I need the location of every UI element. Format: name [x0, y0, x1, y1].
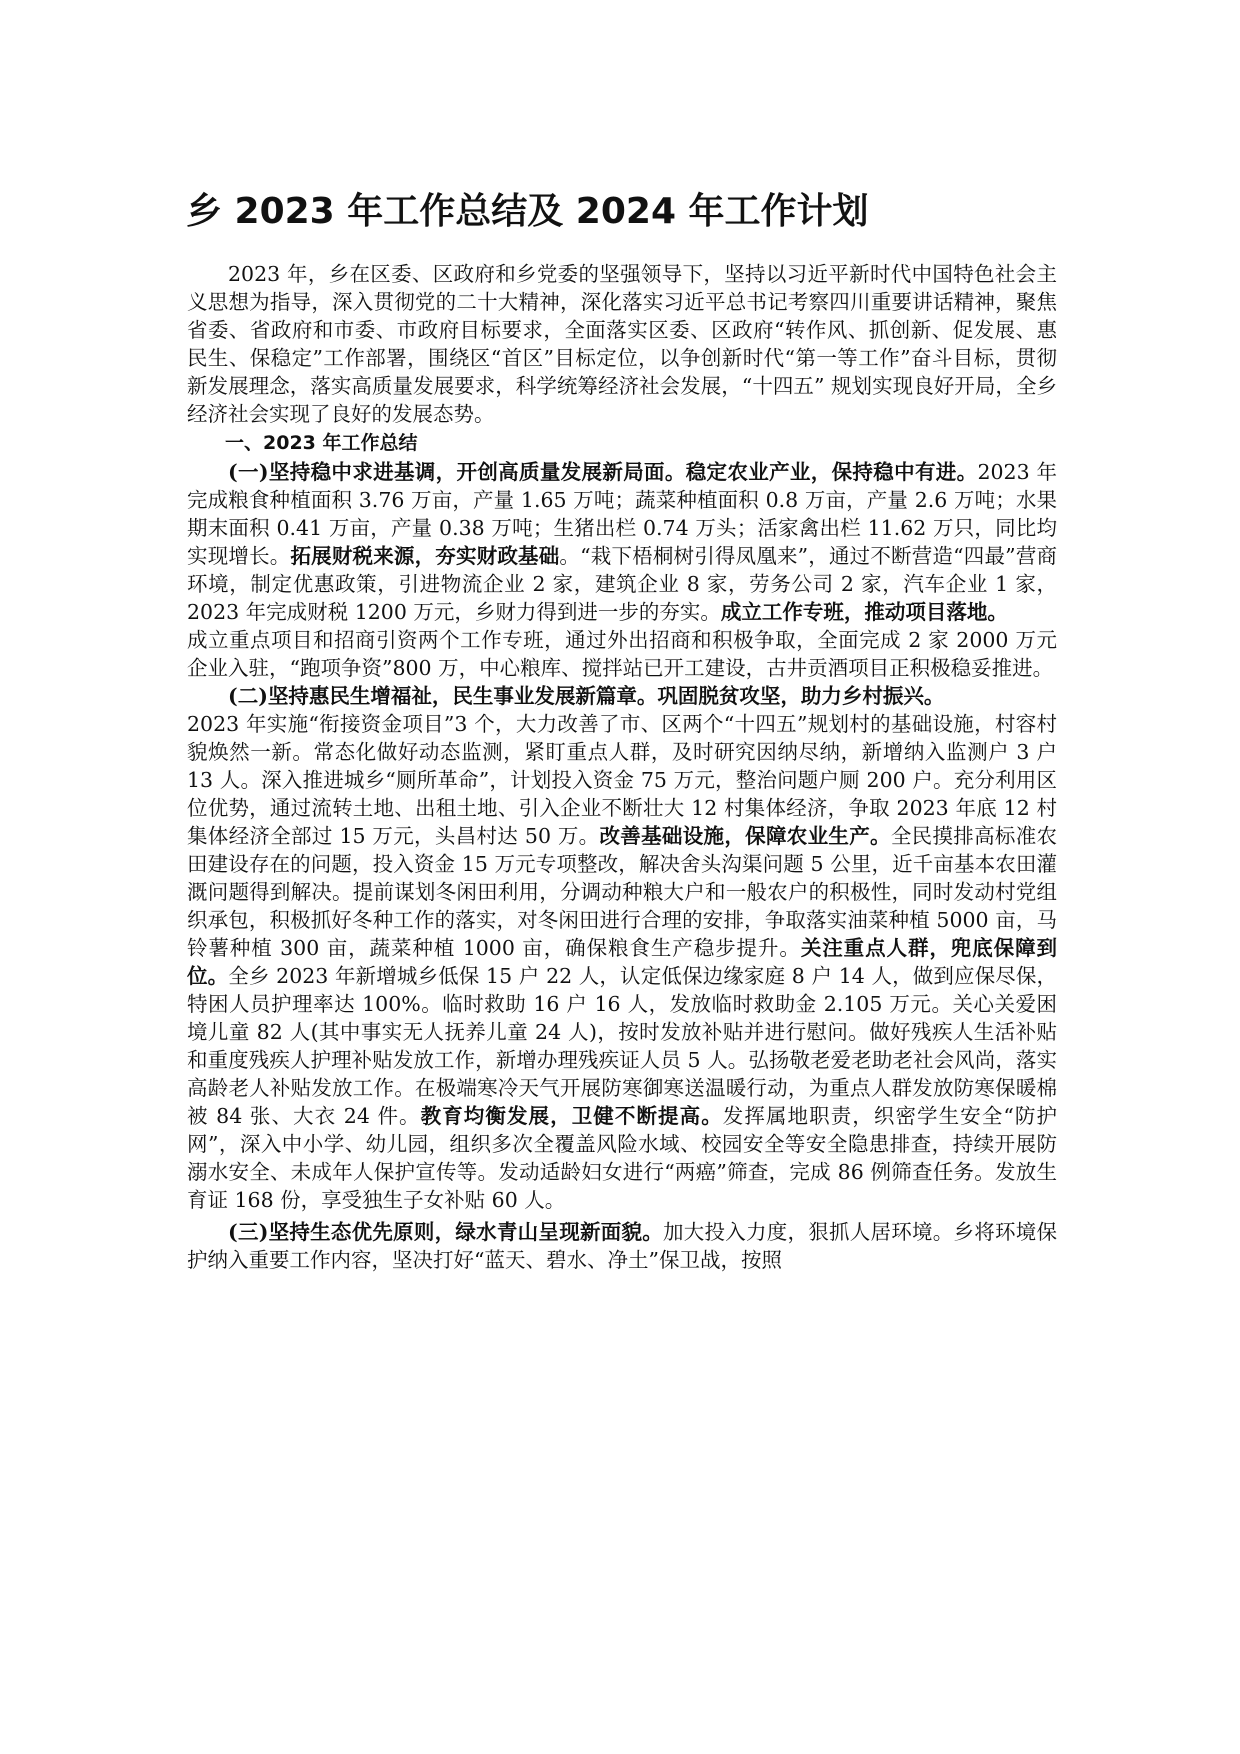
paragraph-lead-bold: (一)坚持稳中求进基调，开创高质量发展新局面。稳定农业产业，保持稳中有进。: [228, 460, 978, 484]
document-body: [187, 260, 1057, 1274]
paragraph-subheading-bold: 教育均衡发展，卫健不断提高。: [420, 1104, 723, 1128]
paragraph-project-task-force: 成立重点项目和招商引资两个工作专班，通过外出招商和积极争取，全面完成 2 家 2000 万元企业入驻，“跑项争资”800 万，中心粮库、搅拌站已开工建设，古井贡酒项目正积极稳妥推进。: [187, 628, 1057, 680]
paragraph-text: 全乡 2023 年新增城乡低保 15 户 22 人，认定低保边缘家庭 8 户 14 人，做到应保尽保，特困人员护理率达 100%。临时救助 16 户 16 人，发放临时救助金 2.105 万元。关心关爱困境儿童 82 人(其中事实无人抚养儿童 24 人)，按时发放补贴并进行慰问。做好残疾人生活补贴和重度残疾人护理补贴发放工作，新增办理残疾证人员 5 人。弘扬敬老爱老助老社会风尚，落实高龄老人补贴发放工作。在极端寒冷天气开展防寒御寒送温暖行动，为重点人群发放防寒保暖棉被 84 张、大衣 24 件。: [187, 964, 1057, 1128]
paragraph-text: 全民摸排高标准农田建设存在的问题，投入资金 15 万元专项整改，解决舍头沟渠问题 5 公里，近千亩基本农田灌溉问题得到解决。提前谋划冬闲田利用，分调动种粮大户和一般农户的积极性，同时发动村党组织承包，积极抓好冬种工作的落实，对冬闲田进行合理的安排，争取落实油菜种植 5000 亩，马铃薯种植 300 亩，蔬菜种植 1000 亩，确保粮食生产稳步提升。: [187, 824, 1058, 960]
paragraph-text: 2023 年完成粮食种植面积 3.76 万亩，产量 1.65 万吨；蔬菜种植面积 0.8 万亩，产量 2.6 万吨；水果期末面积 0.41 万亩，产量 0.38 万吨；生猪出栏 0.74 万头；活家禽出栏 11.62 万只，同比均实现增长。: [187, 460, 1057, 568]
paragraph-text: 加大投入力度，狠抓人居环境。乡将环境保护纳入重要工作内容，坚决打好“蓝天、碧水、净土”保卫战，按照: [187, 1220, 1057, 1272]
paragraph-text: 。“栽下梧桐树引得凤凰来”，通过不断营造“四最”营商环境，制定优惠政策，引进物流企业 2 家，建筑企业 8 家，劳务公司 2 家，汽车企业 1 家，2023 年完成财税 1200 万元，乡财力得到进一步的夯实。: [187, 544, 1058, 624]
paragraph-subheading-bold: 成立工作专班，推动项目落地。: [720, 600, 1008, 624]
section-heading-summary: 一、2023 年工作总结: [225, 432, 418, 454]
paragraph-stable-growth: [187, 458, 1057, 626]
paragraph-subheading-bold: 关注重点人群，兜底保障到位。: [187, 936, 1057, 988]
paragraph-subheading-bold: 改善基础设施，保障农业生产。: [599, 824, 891, 848]
paragraph-livelihood-details: [187, 710, 1057, 1214]
document-title: 乡 2023 年工作总结及 2024 年工作计划: [186, 191, 869, 232]
paragraph-ecology: [187, 1218, 1057, 1274]
paragraph-heading-livelihood: (二)坚持惠民生增福祉，民生事业发展新篇章。巩固脱贫攻坚，助力乡村振兴。: [228, 684, 945, 708]
paragraph-text: 发挥属地职责，织密学生安全“防护网”，深入中小学、幼儿园，组织多次全覆盖风险水域、校园安全等安全隐患排查，持续开展防溺水安全、未成年人保护宣传等。发动适龄妇女进行“两癌”筛查，完成 86 例筛查任务。发放生育证 168 份，享受独生子女补贴 60 人。: [187, 1104, 1058, 1212]
paragraph-text: 2023 年实施“衔接资金项目”3 个，大力改善了市、区两个“十四五”规划村的基础设施，村容村貌焕然一新。常态化做好动态监测，紧盯重点人群，及时研究因纳尽纳，新增纳入监测户 3 户 13 人。深入推进城乡“厕所革命”，计划投入资金 75 万元，整治问题户厕 200 户。充分利用区位优势，通过流转土地、出租土地、引入企业不断壮大 12 村集体经济，争取 2023 年底 12 村集体经济全部过 15 万元，头昌村达 50 万。: [187, 712, 1057, 848]
paragraph-lead-bold: (三)坚持生态优先原则，绿水青山呈现新面貌。: [228, 1220, 663, 1244]
intro-paragraph: 2023 年，乡在区委、区政府和乡党委的坚强领导下，坚持以习近平新时代中国特色社会主义思想为指导，深入贯彻党的二十大精神，深化落实习近平总书记考察四川重要讲话精神，聚焦省委、省政府和市委、市政府目标要求，全面落实区委、区政府“转作风、抓创新、促发展、惠民生、保稳定”工作部署，围绕区“首区”目标定位，以争创新时代“第一等工作”奋斗目标，贯彻新发展理念，落实高质量发展要求，科学统筹经济社会发展，“十四五” 规划实现良好开局，全乡经济社会实现了良好的发展态势。: [187, 262, 1057, 426]
paragraph-subheading-bold: 拓展财税来源，夯实财政基础: [290, 544, 560, 568]
